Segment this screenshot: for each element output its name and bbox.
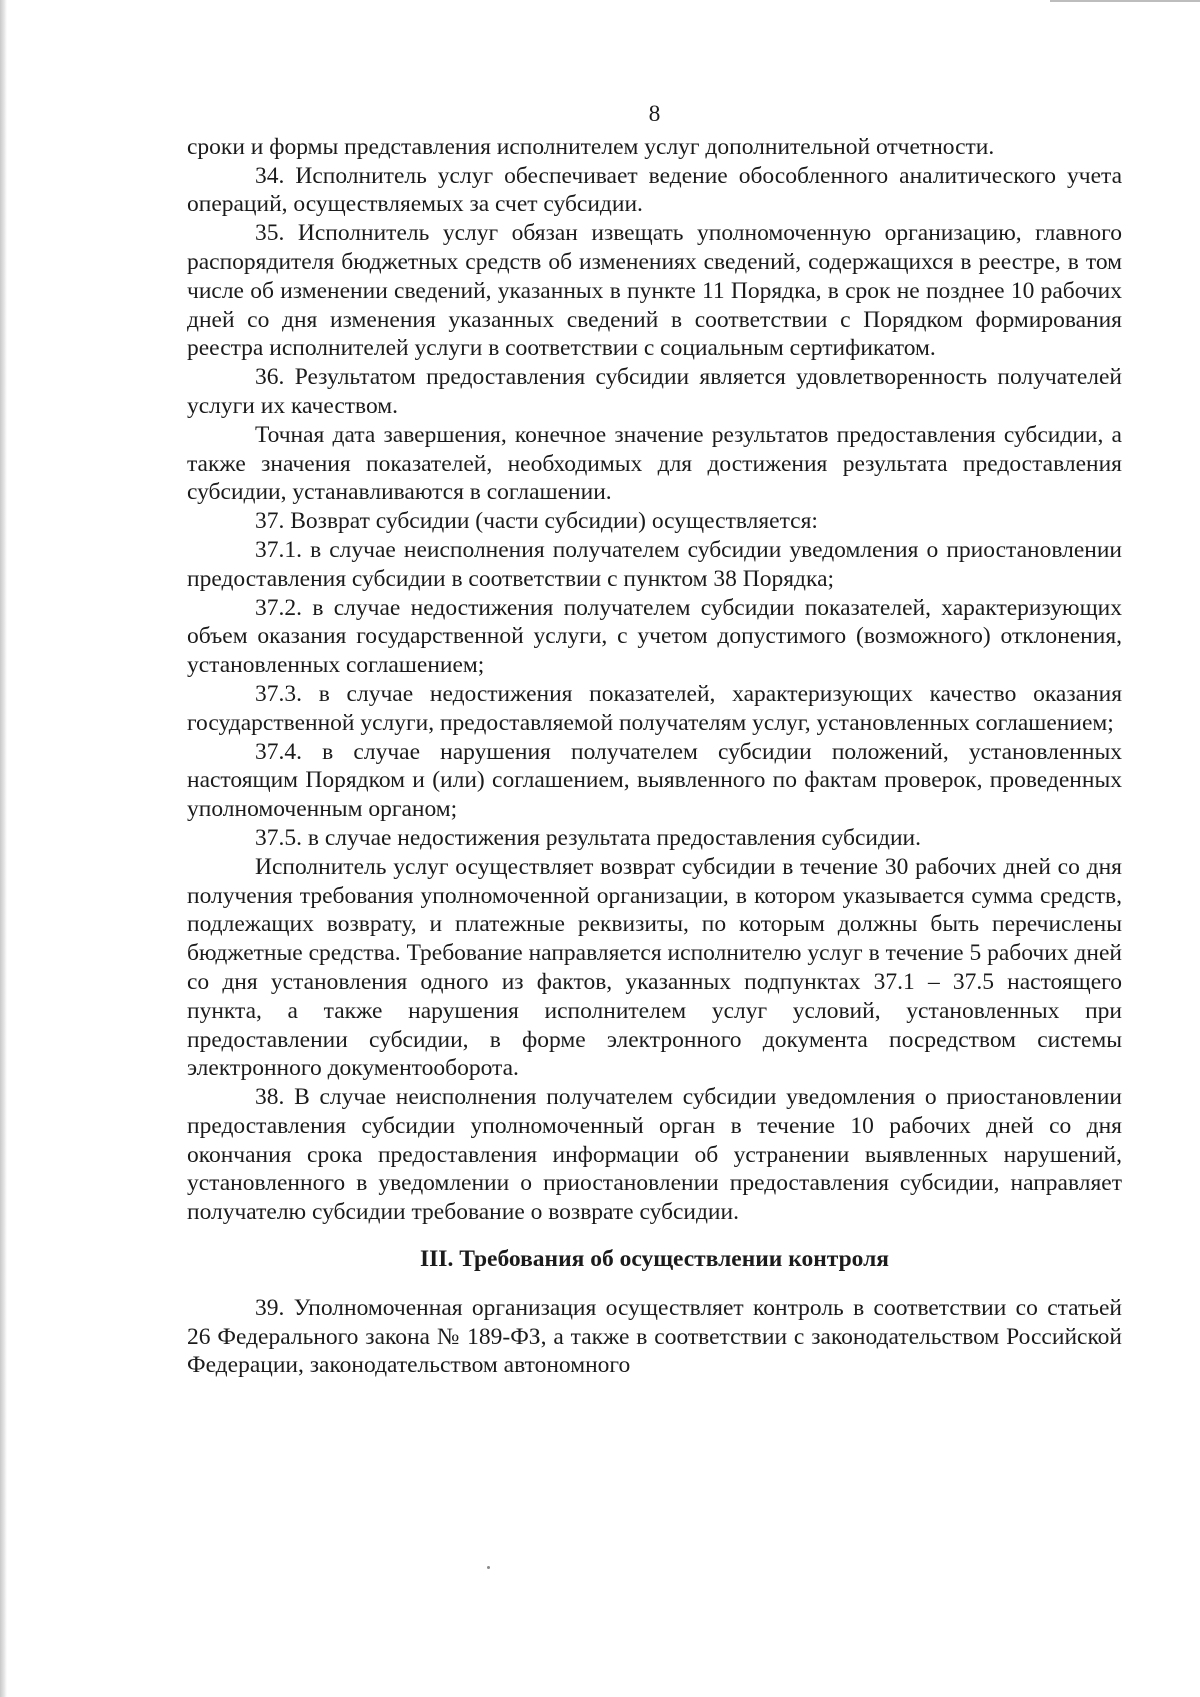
paragraph-continuation: сроки и формы представления исполнителем услуг дополнительной отчетности. bbox=[187, 133, 995, 160]
paragraph-38: 38. В случае неисполнения получателем субсидии уведомления о приостановлении предоставления субсидии уполномоченный орган в течение 10 рабочих дней со дня окончания срока предоставления информации об устранении выявленных нарушений, установленного в уведомлении о приостановлении предоставления субсидии, направляет получателю субсидии требование о возврате субсидии. bbox=[187, 1084, 1122, 1226]
paragraph-37-return: Исполнитель услуг осуществляет возврат субсидии в течение 30 рабочих дней со дня получения требования уполномоченной организации, в котором указывается сумма средств, подлежащих возврату, и платежные реквизиты, по которым должны быть перечислены бюджетные средства. Требование направляется исполнителю услуг в течение 5 рабочих дней со дня установления одного из фактов, указанных подпунктах 37.1 – 37.5 настоящего пункта, а также нарушения исполнителем услуг условий, установленных при предоставлении субсидии, в форме электронного документа посредством системы электронного документооборота. bbox=[187, 853, 1122, 1082]
paragraph-37: 37. Возврат субсидии (части субсидии) осуществляется: bbox=[255, 508, 818, 535]
paragraph-37-4: 37.4. в случае нарушения получателем субсидии положений, установленных настоящим Порядком и (или) соглашением, выявленного по фактам проверок, проведенных уполномоченным органом; bbox=[187, 738, 1122, 823]
scan-speck bbox=[487, 1566, 490, 1569]
paragraph-36: 36. Результатом предоставления субсидии является удовлетворенность получателей услуги их качеством. bbox=[187, 364, 1122, 419]
page-number: 8 bbox=[648, 101, 661, 127]
paragraph-37-1: 37.1. в случае неисполнения получателем субсидии уведомления о приостановлении предоставления субсидии в соответствии с пунктом 38 Порядка; bbox=[187, 536, 1122, 592]
section-heading: III. Требования об осуществлении контроля bbox=[420, 1246, 889, 1273]
paragraph-34: 34. Исполнитель услуг обеспечивает ведение обособленного аналитического учета операций, осуществляемых за счет субсидии. bbox=[187, 162, 1122, 218]
paragraph-37-2: 37.2. в случае недостижения получателем субсидии показателей, характеризующих объем оказания государственной услуги, с учетом допустимого (возможного) отклонения, установленных соглашением; bbox=[187, 594, 1122, 679]
paragraph-35: 35. Исполнитель услуг обязан извещать уполномоченную организацию, главного распорядителя бюджетных средств об изменениях сведений, содержащихся в реестре, в том числе об изменении сведений, указанных в пункте 11 Порядка, в срок не позднее 10 рабочих дней со дня изменения указанных сведений в соответствии с Порядком формирования реестра исполнителей услуги в соответствии с социальным сертификатом. bbox=[187, 220, 1122, 362]
paragraph-36-result-date: Точная дата завершения, конечное значение результатов предоставления субсидии, а также значения показателей, необходимых для достижения результата предоставления субсидии, устанавливаются в соглашении. bbox=[187, 421, 1122, 506]
document-page bbox=[187, 100, 1122, 1380]
scan-left-edge bbox=[0, 0, 7, 1697]
scan-top-edge bbox=[1050, 0, 1200, 2]
paragraph-37-3: 37.3. в случае недостижения показателей, характеризующих качество оказания государственной услуги, предоставляемой получателям услуг, установленных соглашением; bbox=[187, 680, 1122, 736]
paragraph-37-5: 37.5. в случае недостижения результата предоставления субсидии. bbox=[255, 824, 921, 851]
paragraph-39: 39. Уполномоченная организация осуществляет контроль в соответствии со статьей 26 Федерального закона № 189-ФЗ, а также в соответствии с законодательством Российской Федерации, законодательством автономного bbox=[187, 1294, 1122, 1379]
